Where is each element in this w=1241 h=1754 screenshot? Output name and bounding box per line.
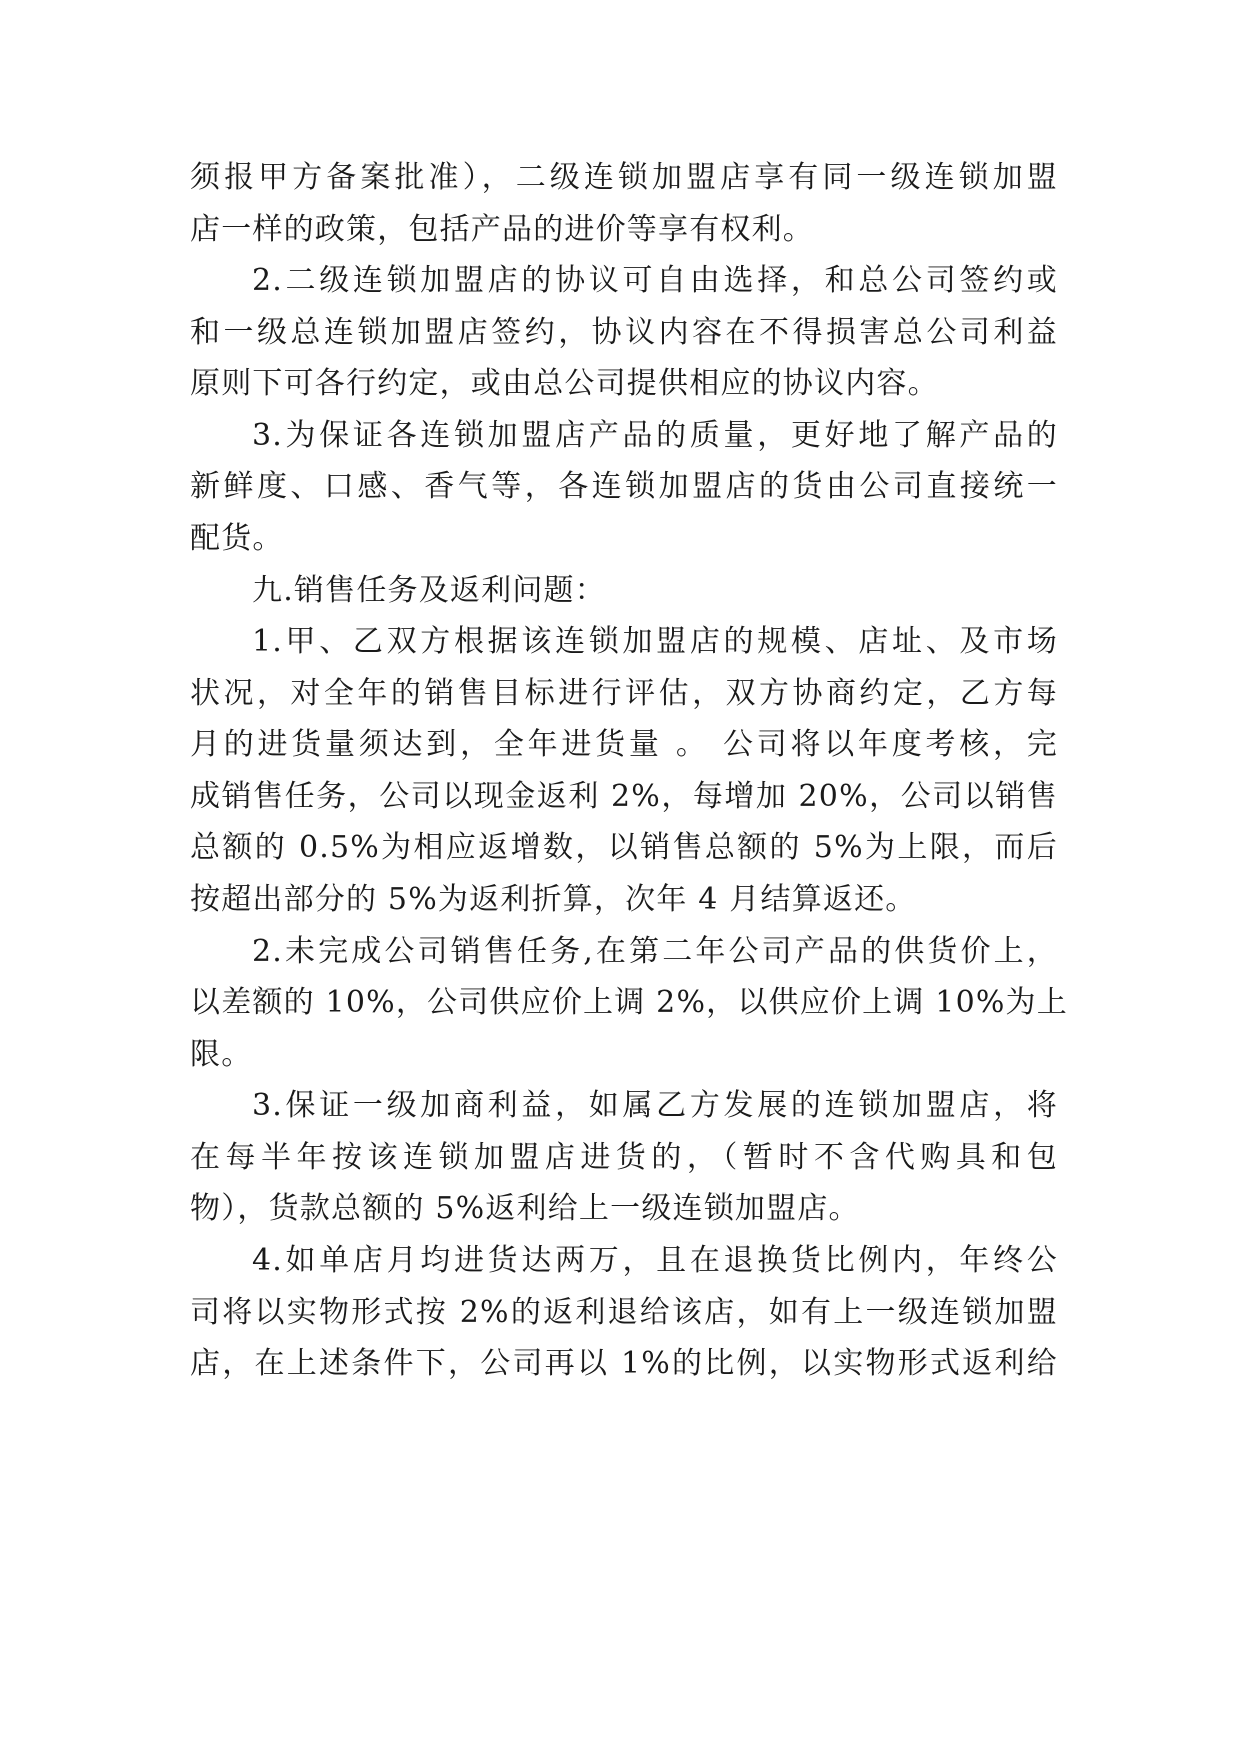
- text-line: 按超出部分的 5%为返利折算，次年 4 月结算返还。: [190, 882, 917, 917]
- text-line: 在每半年按该连锁加盟店进货的，（暂时不含代购具和包: [190, 1140, 1058, 1175]
- text-line: 4.如单店月均进货达两万，且在退换货比例内，年终公: [252, 1243, 1058, 1278]
- text-line: 总额的 0.5%为相应返增数，以销售总额的 5%为上限，而后: [190, 830, 1058, 865]
- text-line: 司将以实物形式按 2%的返利退给该店，如有上一级连锁加盟: [190, 1295, 1058, 1330]
- text-line: 和一级总连锁加盟店签约，协议内容在不得损害总公司利益: [190, 315, 1058, 350]
- text-line: 月的进货量须达到，全年进货量 。 公司将以年度考核，完: [190, 727, 1058, 762]
- text-line: 配货。: [190, 521, 284, 556]
- text-line: 店，在上述条件下，公司再以 1%的比例，以实物形式返利给: [190, 1346, 1058, 1381]
- text-line: 原则下可各行约定，或由总公司提供相应的协议内容。: [190, 366, 939, 401]
- text-line: 状况，对全年的销售目标进行评估，双方协商约定，乙方每: [190, 676, 1058, 711]
- text-line: 限。: [190, 1037, 253, 1072]
- text-line: 1.甲、乙双方根据该连锁加盟店的规模、店址、及市场: [252, 624, 1058, 659]
- text-line: 须报甲方备案批准），二级连锁加盟店享有同一级连锁加盟: [190, 160, 1058, 195]
- text-line: 店一样的政策，包括产品的进价等享有权利。: [190, 212, 814, 247]
- text-line: 2.未完成公司销售任务,在第二年公司产品的供货价上，: [252, 934, 1058, 969]
- text-line: 成销售任务，公司以现金返利 2%，每增加 20%，公司以销售: [190, 779, 1058, 814]
- section-heading: 九.销售任务及返利问题：: [252, 573, 606, 608]
- text-line: 3.保证一级加商利益，如属乙方发展的连锁加盟店，将: [252, 1088, 1058, 1123]
- text-line: 2.二级连锁加盟店的协议可自由选择，和总公司签约或: [252, 263, 1058, 298]
- text-line: 3.为保证各连锁加盟店产品的质量，更好地了解产品的: [252, 418, 1058, 453]
- text-line: 物），货款总额的 5%返利给上一级连锁加盟店。: [190, 1191, 860, 1226]
- text-line: 以差额的 10%，公司供应价上调 2%，以供应价上调 10%为上: [190, 985, 1068, 1020]
- text-line: 新鲜度、口感、香气等，各连锁加盟店的货由公司直接统一: [190, 469, 1058, 504]
